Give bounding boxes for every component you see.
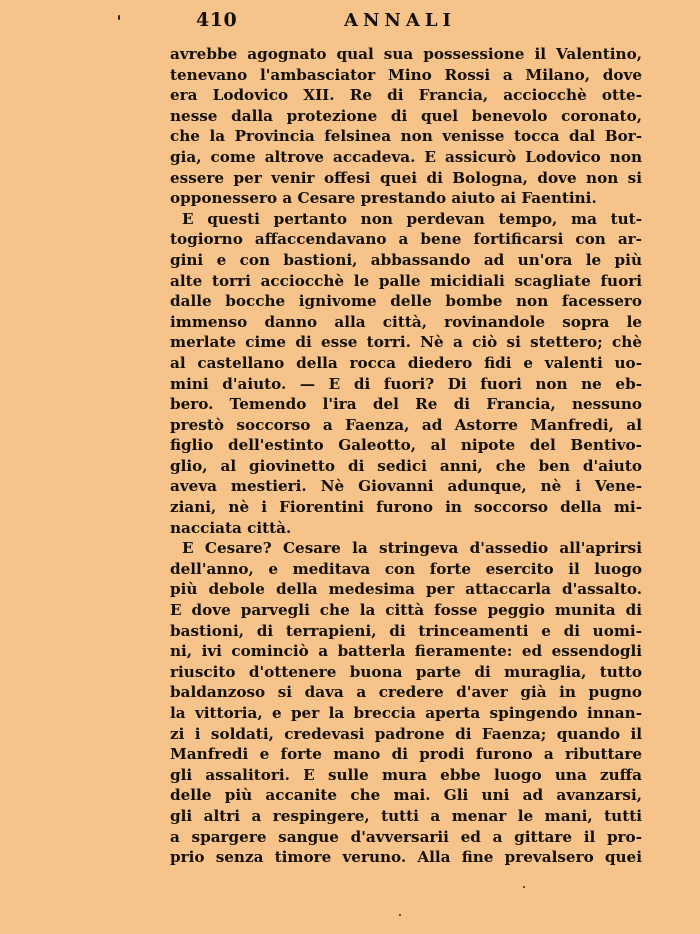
text-line: nacciata città.	[170, 518, 292, 537]
text-line: ni, ivi cominciò a batterla fieramente: ed essendogli	[170, 642, 642, 661]
text-line: immenso danno alla città, rovinandole sopra le	[170, 312, 642, 331]
text-line: mini d'aiuto. — E di fuori? Di fuori non ne eb-	[170, 374, 642, 393]
text-line: che la Provincia felsinea non venisse tocca dal Bor-	[170, 127, 642, 146]
text-line: gini e con bastioni, abbassando ad un'ora le più	[170, 250, 642, 269]
text-line: glio, al giovinetto di sedici anni, che ben d'aiuto	[170, 456, 642, 475]
text-line: al castellano della rocca diedero fidi e valenti uo-	[170, 353, 642, 372]
text-line: riuscito d'ottenere buona parte di muraglia, tutto	[170, 662, 642, 681]
text-line: bastioni, di terrapieni, di trinceamenti e di uomi-	[170, 621, 642, 640]
text-line: gia, come altrove accadeva. E assicurò Lodovico non	[170, 147, 642, 166]
text-line: E questi pertanto non perdevan tempo, ma tut-	[182, 209, 642, 228]
text-line: più debole della medesima per attaccarla d'assalto.	[170, 580, 642, 599]
ink-speck	[399, 914, 401, 916]
text-line: gli assalitori. E sulle mura ebbe luogo una zuffa	[170, 765, 642, 784]
text-line: a spargere sangue d'avversarii ed a gittare il pro-	[170, 827, 642, 846]
text-line: dell'anno, e meditava con forte esercito il luogo	[170, 559, 642, 578]
text-line: gli altri a respingere, tutti a menar le mani, tutti	[170, 806, 642, 825]
ink-speck	[523, 886, 525, 888]
text-line: E Cesare? Cesare la stringeva d'assedio all'aprirsi	[182, 539, 642, 558]
text-line: essere per venir offesi quei di Bologna, dove non si	[170, 168, 642, 187]
text-line: delle più accanite che mai. Gli uni ad avanzarsi,	[170, 786, 642, 805]
text-line: nesse dalla protezione di quel benevolo coronato,	[170, 106, 642, 125]
text-line: la vittoria, e per la breccia aperta spingendo innan-	[170, 704, 642, 722]
ink-speck	[118, 15, 120, 20]
text-line: baldanzoso si dava a credere d'aver già in pugno	[170, 683, 642, 702]
text-line: opponessero a Cesare prestando aiuto ai Faentini.	[170, 189, 597, 208]
text-line: Manfredi e forte mano di prodi furono a ributtare	[170, 745, 642, 764]
text-line: era Lodovico XII. Re di Francia, acciocchè otte-	[170, 86, 642, 105]
text-line: prio senza timore veruno. Alla fine prevalsero quei	[170, 848, 642, 867]
text-line: dalle bocche ignivome delle bombe non facessero	[170, 292, 642, 311]
body-text	[170, 44, 642, 868]
text-line: aveva mestieri. Nè Giovanni adunque, nè i Vene-	[170, 477, 642, 496]
text-line: prestò soccorso a Faenza, ad Astorre Manfredi, al	[170, 415, 642, 434]
running-title: ANNALI	[344, 10, 456, 31]
text-line: zi i soldati, credevasi padrone di Faenza; quando il	[170, 724, 642, 743]
text-line: merlate cime di esse torri. Nè a ciò si stettero; chè	[170, 333, 642, 352]
text-line: togiorno affaccendavano a bene fortificarsi con ar-	[170, 230, 642, 249]
text-line: bero. Temendo l'ira del Re di Francia, nessuno	[170, 395, 642, 414]
text-line: ziani, nè i Fiorentini furono in soccorso della mi-	[170, 498, 642, 517]
text-line: avrebbe agognato qual sua possessione il Valentino,	[170, 45, 642, 63]
text-line: tenevano l'ambasciator Mino Rossi a Milano, dove	[170, 65, 642, 84]
text-line: E dove parvegli che la città fosse peggio munita di	[170, 601, 642, 620]
text-line: alte torri acciocchè le palle micidiali scagliate fuori	[170, 271, 642, 290]
text-line: figlio dell'estinto Galeotto, al nipote del Bentivo-	[170, 436, 642, 455]
page-header	[196, 9, 636, 35]
page-number: 410	[196, 9, 238, 31]
